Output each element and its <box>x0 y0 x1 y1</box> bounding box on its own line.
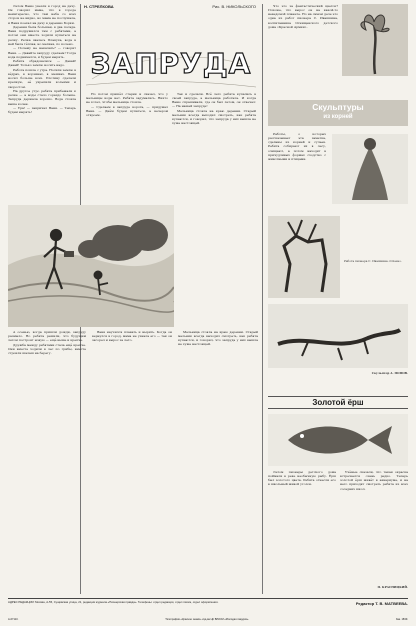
sculpture-title-1: Скульптуры <box>312 102 364 112</box>
story-title: ЗАПРУДА <box>90 47 252 80</box>
story-paragraph: Мельница стояла на краю деревни. Старый мельник всегда выходил смотреть, как ребята купаются, и говорил, что запруда у них вышла не хуже настоящей. <box>172 109 256 126</box>
sculpture-title-2: из корней <box>323 114 353 120</box>
story-paragraph: Ребята обрадовались: — Давай! Давай! Только землю носить надо. <box>8 59 76 68</box>
gold-fish-title: Золотой ёрш <box>268 396 408 409</box>
gold-fish-author: П. КРАСНИЦКИЙ. <box>377 585 408 589</box>
story-column-5 <box>92 330 172 343</box>
story-title-graphic <box>86 37 256 89</box>
deer-caption: Работа пионера С. Ивашкина «Олень». <box>344 259 402 263</box>
story-paragraph: Мельница стояла на краю деревни. Старый мельник всегда выходил смотреть, как ребята купаются, и говорил, что запруда у них вышла не хуже настоящей. <box>178 330 258 347</box>
story-paragraph: Дружба между ребятами стала ещё крепче. Они вместе ходили в лес по грибы, вместе строили шалаш на берегу. <box>8 342 86 356</box>
imprint-order: Зак. 1839. <box>395 618 408 621</box>
sculpture-text <box>268 132 326 161</box>
story-column-3 <box>172 92 256 126</box>
gold-fish-paragraph: Летом пионеры детского дома поймали в реке необычную рыбу. Ёрш был золотого цвета. Ребята отнесли его в школьный живой уголок. <box>268 470 336 487</box>
story-paragraph: Но потом пришёл старик и сказал, что у мельницы воды нет. Ребята задумались. Никто не хотел, чтобы мельница стояла. <box>86 92 168 105</box>
lizard-sculpture-photo <box>268 304 408 368</box>
sidebar-question: Что это за фантастический цветок? Похоже, что вырос он на какой-то неведомой планете. Но на самом деле это одна из работ пионера С. Ивашкина, воспитанника Огнищевского детского дома «Красной Армии». <box>268 4 338 29</box>
imprint-line <box>8 618 408 621</box>
story-paragraph: А осенью, когда пришли дожди, запруду размыло. Но ребята решили, что будущим летом построят новую — ещё выше и крепче. <box>8 330 86 343</box>
children-building-dam-illustration <box>8 205 174 327</box>
story-column-4 <box>8 330 86 356</box>
deer-sculpture-photo <box>268 216 340 298</box>
gold-fish-column-2 <box>340 470 408 491</box>
root-figure-sculpture-photo <box>332 134 408 204</box>
story-header <box>84 4 256 9</box>
page-footer <box>8 598 408 605</box>
story-paragraph: Ваня научился плавать и нырять. Когда он вернулся в город, мама не узнала его — так он загорел и вырос за лето. <box>92 330 172 343</box>
sidebar-intro <box>268 4 338 29</box>
story-column-2 <box>86 92 168 118</box>
column-divider <box>262 4 263 594</box>
sculptor-credit: Скульптор А. ПОПОВ. <box>371 371 408 375</box>
story-paragraph: — Сделаем в запруде ворота, — придумал Ваня. — Днём будем купаться, а вечером откроем. <box>86 104 168 118</box>
editorial-address: АДРЕС РЕДАКЦИИ: Москва, А-55, Сущёвская улица, 21, редакция журнала «Пионерская правда». Телефоны: отдел редакции, отдел писем, отдел оформления. <box>8 600 219 604</box>
story-paragraph: Летом Ваню увезли в город на дачу. Он говорил маме, что в городе неинтересно, что там неба со всех сторон не видно, но мама не послушала, и Ваня поехал на дачу в деревню Борки. <box>8 4 76 25</box>
gold-fish-illustration <box>268 414 408 466</box>
imprint-printer: Типография «Красное знамя» изд-ва ЦК ВЛКСМ «Молодая гвардия». <box>165 618 250 621</box>
story-paragraph: — Почему не накачать? — говорит Ваня. — Давайте запруду сделаем! Тогда вода поднимется, и будем нырять. <box>8 46 76 59</box>
gold-fish-column-1 <box>268 470 336 487</box>
root-flower-sculpture-photo <box>342 4 408 76</box>
story-paragraph: Деревня была большая, в два посада. Ваня подружился там с ребятами, а потом они вместе ходили купаться на речку. Речка звалась Плакуха, вода в ней была тёплая, но мелкая, по колено. <box>8 25 76 46</box>
story-column-1 <box>8 4 76 115</box>
story-paragraph: — Ура! — закричал Ваня. — Теперь будем нырять! <box>8 106 76 115</box>
illustrator-credit: Рис. В. НИКОЛЬСКОГО <box>212 4 256 9</box>
imprint-code: А-07113. <box>8 618 19 621</box>
author-name: Н. СТРЕЛКОВА <box>84 4 114 9</box>
sculpture-header <box>268 100 408 126</box>
editor-credit: Редактор Т. В. МАТВЕЕВА. <box>355 601 408 606</box>
sculpture-paragraph: Работы, о которых рассказывает эта заметка, сделаны из корней и сучьев. Ребята собирают их в лесу, очищают, а потом находят в причудливых формах сходство с животными и птицами. <box>268 132 326 161</box>
story-paragraph: На другое утро ребята прибежали к речке — а воды стало гораздо больше. Запруда держала хорошо. Вода стояла выше колен. <box>8 89 76 106</box>
story-paragraph: Так и сделали. Всё лето ребята купались в своей запруде, а мельница работала. И когда Ваню спрашивали, где он был летом, он отвечал: — На нашей запруде! <box>172 92 256 109</box>
story-paragraph: Работа пошла с утра. Носили землю в вёдрах, в корзинах, в мешках. Ваня носил больше всех. Плотину сделали крепкую, её укрепили кольями и хворостом. <box>8 67 76 89</box>
story-column-6 <box>178 330 258 347</box>
gold-fish-paragraph: Учёные сказали, что такая окраска встречается очень редко. Теперь золотой ёрш живёт в аквариуме, и на него приходят смотреть ребята из всех соседних школ. <box>340 470 408 491</box>
